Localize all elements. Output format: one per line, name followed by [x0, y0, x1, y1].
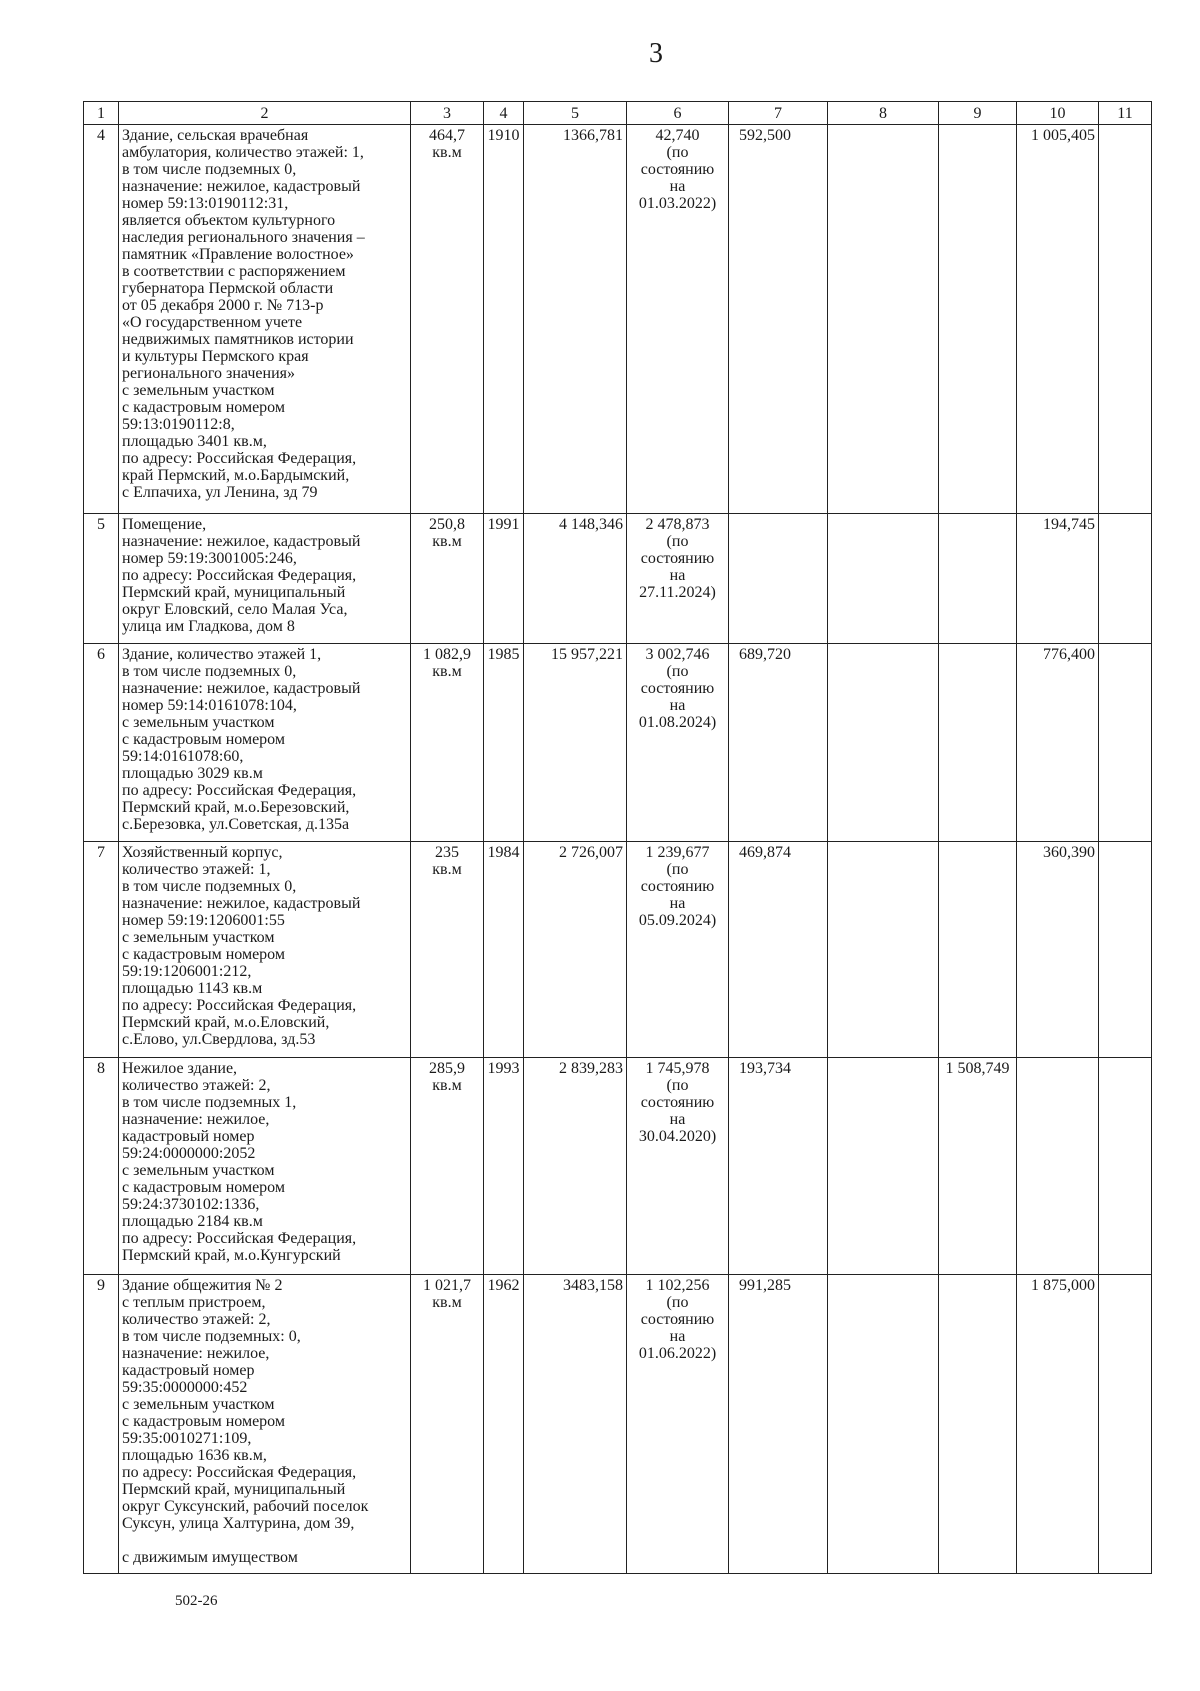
value-col5: 2 839,283 — [524, 1058, 627, 1275]
value-col10: 1 875,000 — [1017, 1275, 1099, 1574]
row-number: 6 — [84, 644, 119, 842]
year-cell: 1991 — [484, 514, 524, 644]
value-col5: 15 957,221 — [524, 644, 627, 842]
value-col6: 3 002,746 (по состоянию на 01.08.2024) — [627, 644, 729, 842]
value-col6: 1 239,677 (по состоянию на 05.09.2024) — [627, 842, 729, 1058]
value-col7: 991,285 — [729, 1275, 828, 1574]
area-cell: 285,9 кв.м — [411, 1058, 484, 1275]
value-col5: 3483,158 — [524, 1275, 627, 1574]
year-cell: 1993 — [484, 1058, 524, 1275]
column-header-6: 6 — [627, 102, 729, 125]
property-description: Помещение, назначение: нежилое, кадастровый номер 59:19:3001005:246, по адресу: Российская Федерация, Пермский край, муниципальный округ Еловский, село Малая Уса, улица им Гладкова, дом 8 — [119, 514, 411, 644]
column-header-8: 8 — [828, 102, 939, 125]
table-row — [84, 514, 1152, 644]
value-col6: 2 478,873 (по состоянию на 27.11.2024) — [627, 514, 729, 644]
value-col6: 42,740 (по состоянию на 01.03.2022) — [627, 125, 729, 514]
table-row — [84, 1058, 1152, 1275]
column-header-2: 2 — [119, 102, 411, 125]
table-row — [84, 842, 1152, 1058]
year-cell: 1910 — [484, 125, 524, 514]
property-description: Здание общежития № 2 с теплым пристроем, количество этажей: 2, в том числе подземных: 0, назначение: нежилое, кадастровый номер 59:35:0000000:452 с земельным участком с кадастровым номером 59:35:0010271:109, площадью 1636 кв.м, по адресу: Российская Федерация, Пермский край, муниципальный округ Суксунский, рабочий поселок Суксун, улица Халтурина, дом 39, с движимым имуществом — [119, 1275, 411, 1574]
value-col5: 1366,781 — [524, 125, 627, 514]
value-col11 — [1099, 644, 1152, 842]
area-cell: 1 021,7 кв.м — [411, 1275, 484, 1574]
column-header-7: 7 — [729, 102, 828, 125]
value-col8 — [828, 514, 939, 644]
value-col10: 194,745 — [1017, 514, 1099, 644]
row-number: 7 — [84, 842, 119, 1058]
document-code: 502-26 — [175, 1593, 218, 1609]
value-col8 — [828, 644, 939, 842]
property-description: Здание, сельская врачебная амбулатория, количество этажей: 1, в том числе подземных 0, назначение: нежилое, кадастровый номер 59:13:0190112:31, является объектом культурного наследия регионального значения – памятник «Правление волостное» в соответствии с распоряжением губернатора Пермской области от 05 декабря 2000 г. № 713-р «О государственном учете недвижимых памятников истории и культуры Пермского края регионального значения» с земельным участком с кадастровым номером 59:13:0190112:8, площадью 3401 кв.м, по адресу: Российская Федерация, край Пермский, м.о.Бардымский, с Елпачиха, ул Ленина, зд 79 — [119, 125, 411, 514]
column-header-9: 9 — [939, 102, 1017, 125]
column-header-5: 5 — [524, 102, 627, 125]
value-col9: 1 508,749 — [939, 1058, 1017, 1275]
row-number: 5 — [84, 514, 119, 644]
property-description: Нежилое здание, количество этажей: 2, в том числе подземных 1, назначение: нежилое, кадастровый номер 59:24:0000000:2052 с земельным участком с кадастровым номером 59:24:3730102:1336, площадью 2184 кв.м по адресу: Российская Федерация, Пермский край, м.о.Кунгурский — [119, 1058, 411, 1275]
value-col7: 689,720 — [729, 644, 828, 842]
property-description: Здание, количество этажей 1, в том числе подземных 0, назначение: нежилое, кадастровый номер 59:14:0161078:104, с земельным участком с кадастровым номером 59:14:0161078:60, площадью 3029 кв.м по адресу: Российская Федерация, Пермский край, м.о.Березовский, с.Березовка, ул.Советская, д.135а — [119, 644, 411, 842]
value-col10 — [1017, 1058, 1099, 1275]
value-col6: 1 102,256 (по состоянию на 01.06.2022) — [627, 1275, 729, 1574]
year-cell: 1984 — [484, 842, 524, 1058]
value-col11 — [1099, 125, 1152, 514]
table-row — [84, 125, 1152, 514]
value-col8 — [828, 842, 939, 1058]
row-number: 4 — [84, 125, 119, 514]
column-header-1: 1 — [84, 102, 119, 125]
value-col9 — [939, 514, 1017, 644]
value-col10: 1 005,405 — [1017, 125, 1099, 514]
table-header-row — [84, 102, 1152, 125]
value-col7 — [729, 514, 828, 644]
value-col7: 469,874 — [729, 842, 828, 1058]
area-cell: 235 кв.м — [411, 842, 484, 1058]
year-cell: 1962 — [484, 1275, 524, 1574]
value-col5: 2 726,007 — [524, 842, 627, 1058]
value-col9 — [939, 842, 1017, 1058]
value-col11 — [1099, 842, 1152, 1058]
page-number: 3 — [649, 38, 663, 69]
value-col9 — [939, 644, 1017, 842]
value-col7: 592,500 — [729, 125, 828, 514]
column-header-3: 3 — [411, 102, 484, 125]
value-col5: 4 148,346 — [524, 514, 627, 644]
value-col9 — [939, 125, 1017, 514]
column-header-4: 4 — [484, 102, 524, 125]
area-cell: 1 082,9 кв.м — [411, 644, 484, 842]
value-col11 — [1099, 514, 1152, 644]
value-col8 — [828, 125, 939, 514]
value-col7: 193,734 — [729, 1058, 828, 1275]
year-cell: 1985 — [484, 644, 524, 842]
value-col10: 776,400 — [1017, 644, 1099, 842]
value-col11 — [1099, 1275, 1152, 1574]
column-header-11: 11 — [1099, 102, 1152, 125]
table-row — [84, 644, 1152, 842]
row-number: 9 — [84, 1275, 119, 1574]
value-col8 — [828, 1058, 939, 1275]
value-col6: 1 745,978 (по состоянию на 30.04.2020) — [627, 1058, 729, 1275]
area-cell: 250,8 кв.м — [411, 514, 484, 644]
row-number: 8 — [84, 1058, 119, 1275]
value-col8 — [828, 1275, 939, 1574]
value-col9 — [939, 1275, 1017, 1574]
value-col11 — [1099, 1058, 1152, 1275]
table-row — [84, 1275, 1152, 1574]
property-description: Хозяйственный корпус, количество этажей: 1, в том числе подземных 0, назначение: нежилое, кадастровый номер 59:19:1206001:55 с земельным участком с кадастровым номером 59:19:1206001:212, площадью 1143 кв.м по адресу: Российская Федерация, Пермский край, м.о.Еловский, с.Елово, ул.Свердлова, зд.53 — [119, 842, 411, 1058]
value-col10: 360,390 — [1017, 842, 1099, 1058]
area-cell: 464,7 кв.м — [411, 125, 484, 514]
column-header-10: 10 — [1017, 102, 1099, 125]
property-table — [83, 101, 1152, 1574]
